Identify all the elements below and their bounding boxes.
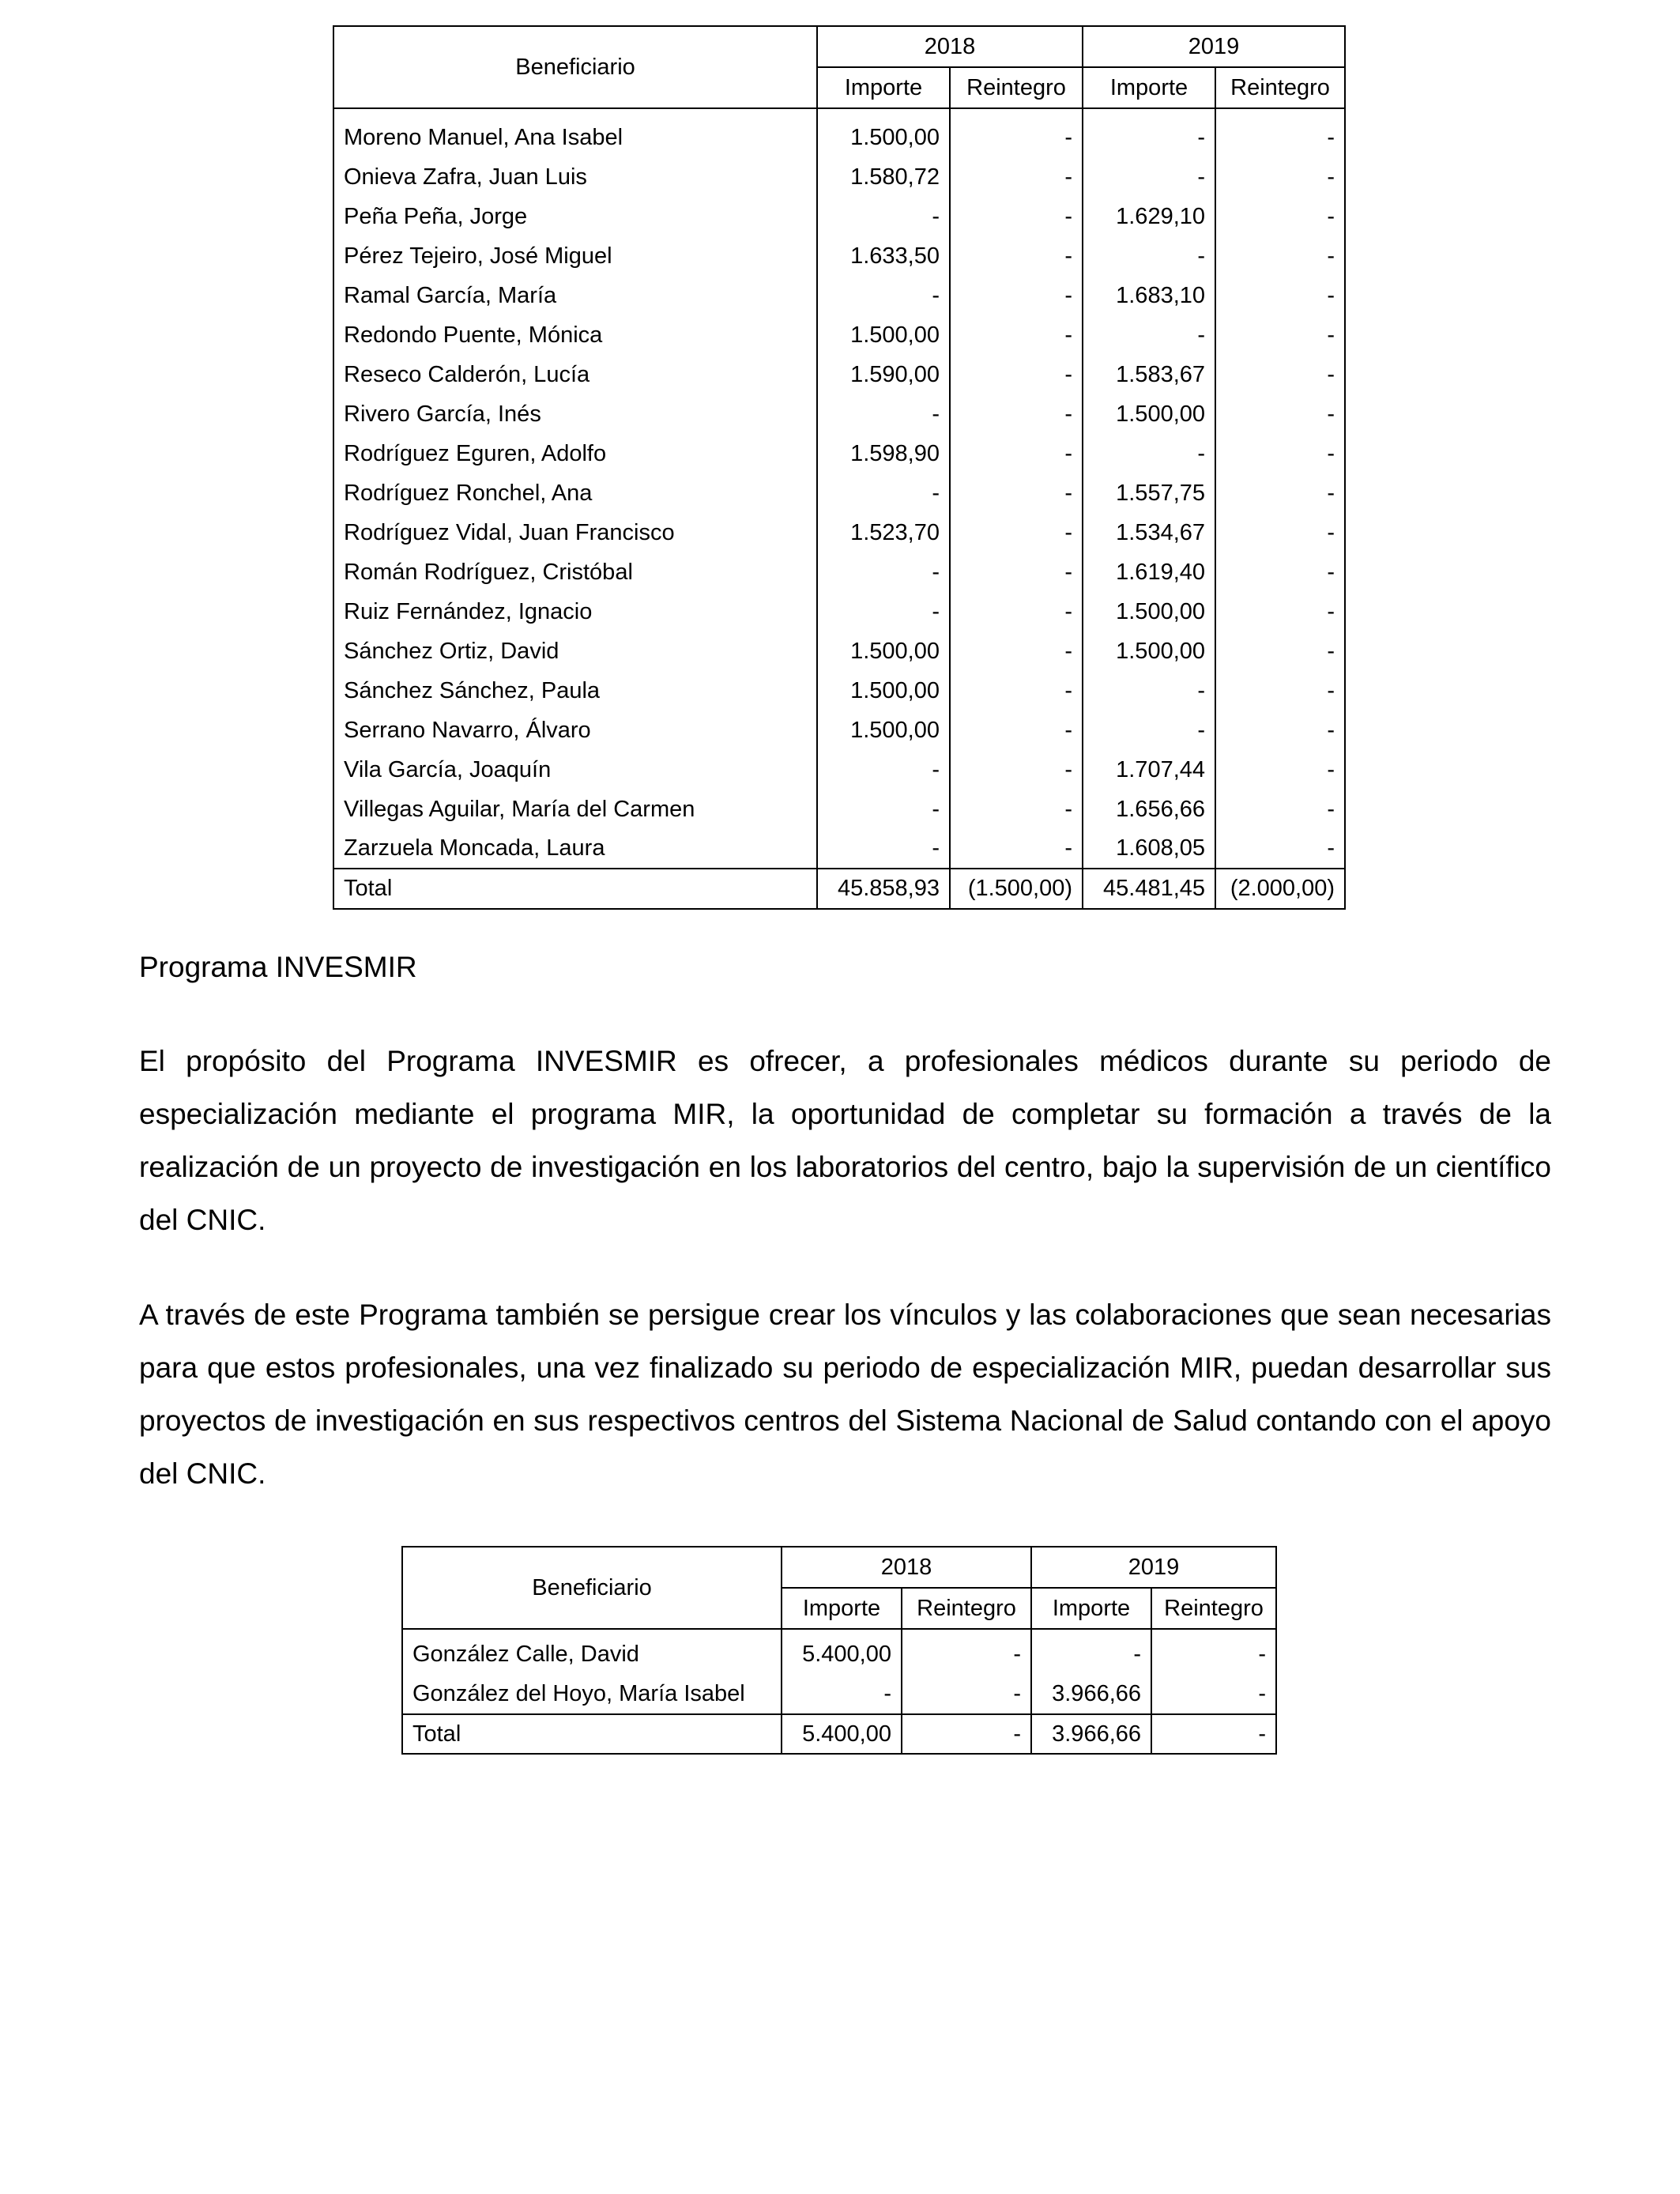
beneficiary-name: Ruiz Fernández, Ignacio xyxy=(333,592,817,631)
reintegro-2019: - xyxy=(1215,711,1345,750)
reintegro-2019: - xyxy=(1215,829,1345,869)
beneficiary-name: Román Rodríguez, Cristóbal xyxy=(333,552,817,592)
reintegro-2019: - xyxy=(1215,473,1345,513)
table-row xyxy=(402,1629,1276,1674)
total-row xyxy=(402,1714,1276,1754)
header-beneficiario: Beneficiario xyxy=(333,26,817,108)
reintegro-2018: - xyxy=(950,108,1083,157)
table-row xyxy=(333,315,1345,355)
importe-2018: - xyxy=(817,592,950,631)
reintegro-2019: - xyxy=(1151,1629,1276,1674)
importe-2019: - xyxy=(1083,434,1215,473)
header-importe-2018: Importe xyxy=(782,1588,902,1629)
importe-2019: 1.500,00 xyxy=(1083,394,1215,434)
reintegro-2019: - xyxy=(1215,592,1345,631)
reintegro-2019: - xyxy=(1151,1674,1276,1714)
table-body xyxy=(333,108,1345,869)
table-row xyxy=(333,750,1345,790)
reintegro-2018: - xyxy=(902,1629,1031,1674)
header-reintegro-2018: Reintegro xyxy=(950,67,1083,108)
table-row xyxy=(333,197,1345,236)
importe-2019: - xyxy=(1083,157,1215,197)
total-importe-2019: 45.481,45 xyxy=(1083,869,1215,909)
beneficiary-name: Ramal García, María xyxy=(333,276,817,315)
importe-2018: 5.400,00 xyxy=(782,1629,902,1674)
table-row xyxy=(333,434,1345,473)
importe-2018: 1.590,00 xyxy=(817,355,950,394)
reintegro-2018: - xyxy=(950,157,1083,197)
beneficiary-name: Pérez Tejeiro, José Miguel xyxy=(333,236,817,276)
beneficiaries-table-1 xyxy=(333,25,1346,910)
importe-2019: 1.534,67 xyxy=(1083,513,1215,552)
importe-2019: 1.683,10 xyxy=(1083,276,1215,315)
beneficiary-name: Villegas Aguilar, María del Carmen xyxy=(333,790,817,829)
importe-2018: 1.500,00 xyxy=(817,631,950,671)
importe-2019: 1.608,05 xyxy=(1083,829,1215,869)
beneficiary-name: Peña Peña, Jorge xyxy=(333,197,817,236)
beneficiary-name: Reseco Calderón, Lucía xyxy=(333,355,817,394)
reintegro-2018: - xyxy=(950,197,1083,236)
reintegro-2018: - xyxy=(950,434,1083,473)
importe-2019: 1.557,75 xyxy=(1083,473,1215,513)
reintegro-2019: - xyxy=(1215,552,1345,592)
reintegro-2019: - xyxy=(1215,157,1345,197)
beneficiary-name: González Calle, David xyxy=(402,1629,782,1674)
importe-2018: 1.633,50 xyxy=(817,236,950,276)
beneficiary-name: Redondo Puente, Mónica xyxy=(333,315,817,355)
header-year-2018: 2018 xyxy=(817,26,1083,67)
table-row xyxy=(333,829,1345,869)
header-beneficiario: Beneficiario xyxy=(402,1547,782,1629)
importe-2019: 3.966,66 xyxy=(1031,1674,1151,1714)
paragraph-objectives: A través de este Programa también se persigue crear los vínculos y las colaboraciones que sean necesarias para que estos profesionales, una vez finalizado su periodo de especialización MIR, puedan desarrollar sus proyectos de investigación en sus respectivos centros del Sistema Nacional de Salud contando con el apoyo del CNIC. xyxy=(139,1299,1551,1490)
importe-2018: - xyxy=(817,473,950,513)
beneficiary-name: Rivero García, Inés xyxy=(333,394,817,434)
importe-2019: 1.629,10 xyxy=(1083,197,1215,236)
table-row xyxy=(333,552,1345,592)
beneficiary-name: Sánchez Ortiz, David xyxy=(333,631,817,671)
importe-2018: - xyxy=(817,197,950,236)
total-label: Total xyxy=(402,1714,782,1754)
reintegro-2018: - xyxy=(950,711,1083,750)
total-importe-2019: 3.966,66 xyxy=(1031,1714,1151,1754)
reintegro-2018: - xyxy=(950,790,1083,829)
importe-2018: 1.500,00 xyxy=(817,108,950,157)
reintegro-2018: - xyxy=(950,355,1083,394)
table-row xyxy=(333,355,1345,394)
importe-2018: 1.500,00 xyxy=(817,315,950,355)
reintegro-2019: - xyxy=(1215,671,1345,711)
reintegro-2019: - xyxy=(1215,394,1345,434)
reintegro-2019: - xyxy=(1215,750,1345,790)
header-year-2019: 2019 xyxy=(1031,1547,1276,1588)
beneficiary-name: González del Hoyo, María Isabel xyxy=(402,1674,782,1714)
total-reintegro-2018: - xyxy=(902,1714,1031,1754)
importe-2018: - xyxy=(817,790,950,829)
reintegro-2019: - xyxy=(1215,236,1345,276)
total-reintegro-2018: (1.500,00) xyxy=(950,869,1083,909)
reintegro-2018: - xyxy=(950,671,1083,711)
reintegro-2018: - xyxy=(950,513,1083,552)
importe-2018: - xyxy=(817,829,950,869)
beneficiary-name: Vila García, Joaquín xyxy=(333,750,817,790)
beneficiary-name: Sánchez Sánchez, Paula xyxy=(333,671,817,711)
importe-2018: 1.500,00 xyxy=(817,711,950,750)
reintegro-2018: - xyxy=(950,394,1083,434)
table-row xyxy=(333,157,1345,197)
importe-2019: - xyxy=(1083,711,1215,750)
importe-2019: 1.583,67 xyxy=(1083,355,1215,394)
reintegro-2018: - xyxy=(950,552,1083,592)
importe-2019: - xyxy=(1083,108,1215,157)
table-row xyxy=(402,1674,1276,1714)
importe-2019: 1.656,66 xyxy=(1083,790,1215,829)
beneficiary-name: Serrano Navarro, Álvaro xyxy=(333,711,817,750)
importe-2018: - xyxy=(817,750,950,790)
table-row xyxy=(333,513,1345,552)
reintegro-2018: - xyxy=(950,315,1083,355)
beneficiary-name: Zarzuela Moncada, Laura xyxy=(333,829,817,869)
table-row xyxy=(333,671,1345,711)
importe-2018: 1.523,70 xyxy=(817,513,950,552)
total-reintegro-2019: - xyxy=(1151,1714,1276,1754)
reintegro-2018: - xyxy=(950,473,1083,513)
reintegro-2019: - xyxy=(1215,276,1345,315)
importe-2018: - xyxy=(817,552,950,592)
importe-2018: - xyxy=(782,1674,902,1714)
importe-2019: - xyxy=(1031,1629,1151,1674)
importe-2019: - xyxy=(1083,671,1215,711)
importe-2018: 1.598,90 xyxy=(817,434,950,473)
table-row xyxy=(333,276,1345,315)
reintegro-2018: - xyxy=(950,276,1083,315)
table-row xyxy=(333,236,1345,276)
table-row xyxy=(333,711,1345,750)
total-row xyxy=(333,869,1345,909)
reintegro-2018: - xyxy=(902,1674,1031,1714)
table-row xyxy=(333,473,1345,513)
reintegro-2019: - xyxy=(1215,315,1345,355)
importe-2019: 1.707,44 xyxy=(1083,750,1215,790)
table-row xyxy=(333,631,1345,671)
header-year-2018: 2018 xyxy=(782,1547,1031,1588)
beneficiary-name: Rodríguez Ronchel, Ana xyxy=(333,473,817,513)
importe-2018: 1.580,72 xyxy=(817,157,950,197)
header-reintegro-2019: Reintegro xyxy=(1151,1588,1276,1629)
reintegro-2018: - xyxy=(950,592,1083,631)
header-importe-2018: Importe xyxy=(817,67,950,108)
table-row xyxy=(333,394,1345,434)
importe-2018: 1.500,00 xyxy=(817,671,950,711)
reintegro-2018: - xyxy=(950,631,1083,671)
section-heading: Programa INVESMIR xyxy=(139,951,417,983)
total-label: Total xyxy=(333,869,817,909)
header-importe-2019: Importe xyxy=(1031,1588,1151,1629)
reintegro-2019: - xyxy=(1215,355,1345,394)
beneficiaries-table-2 xyxy=(401,1546,1277,1755)
importe-2019: - xyxy=(1083,236,1215,276)
header-reintegro-2019: Reintegro xyxy=(1215,67,1345,108)
reintegro-2019: - xyxy=(1215,790,1345,829)
total-reintegro-2019: (2.000,00) xyxy=(1215,869,1345,909)
header-importe-2019: Importe xyxy=(1083,67,1215,108)
reintegro-2018: - xyxy=(950,750,1083,790)
total-importe-2018: 5.400,00 xyxy=(782,1714,902,1754)
header-reintegro-2018: Reintegro xyxy=(902,1588,1031,1629)
reintegro-2019: - xyxy=(1215,197,1345,236)
reintegro-2019: - xyxy=(1215,513,1345,552)
beneficiary-name: Moreno Manuel, Ana Isabel xyxy=(333,108,817,157)
table-row xyxy=(333,790,1345,829)
reintegro-2018: - xyxy=(950,236,1083,276)
table-row xyxy=(333,108,1345,157)
beneficiary-name: Rodríguez Vidal, Juan Francisco xyxy=(333,513,817,552)
table-row xyxy=(333,592,1345,631)
beneficiary-name: Rodríguez Eguren, Adolfo xyxy=(333,434,817,473)
beneficiary-name: Onieva Zafra, Juan Luis xyxy=(333,157,817,197)
paragraph-purpose: El propósito del Programa INVESMIR es ofrecer, a profesionales médicos durante su periodo de especialización mediante el programa MIR, la oportunidad de completar su formación a través de la realización de un proyecto de investigación en los laboratorios del centro, bajo la supervisión de un científico del CNIC. xyxy=(139,1045,1551,1236)
importe-2019: 1.500,00 xyxy=(1083,592,1215,631)
reintegro-2018: - xyxy=(950,829,1083,869)
header-year-2019: 2019 xyxy=(1083,26,1345,67)
importe-2019: 1.619,40 xyxy=(1083,552,1215,592)
table-body xyxy=(402,1629,1276,1714)
importe-2019: - xyxy=(1083,315,1215,355)
reintegro-2019: - xyxy=(1215,434,1345,473)
importe-2018: - xyxy=(817,394,950,434)
reintegro-2019: - xyxy=(1215,631,1345,671)
total-importe-2018: 45.858,93 xyxy=(817,869,950,909)
importe-2018: - xyxy=(817,276,950,315)
reintegro-2019: - xyxy=(1215,108,1345,157)
importe-2019: 1.500,00 xyxy=(1083,631,1215,671)
